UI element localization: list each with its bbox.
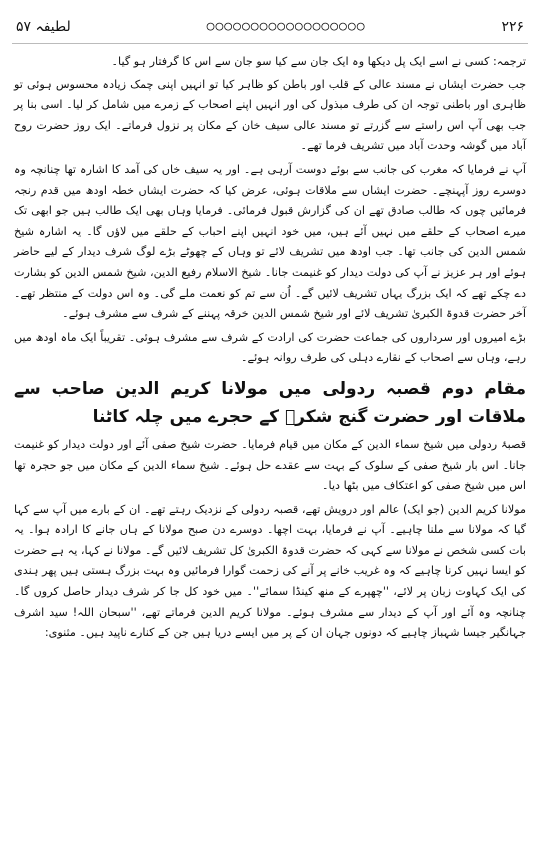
section-heading: مقام دوم قصبہ ردولی میں مولانا کریم الدین صاحب سے ملاقات اور حضرت گنج شکرؒ کے حجرے میں چلہ کاٹنا [14, 378, 526, 427]
paragraph: قصبۂ ردولی میں شیخ سماء الدین کے مکان میں قیام فرمایا۔ حضرت شیخ صفی آئے اور دولت دیدار کو غنیمت جانا۔ اس بار شیخ صفی کے سلوک کے بہت سے عقدے حل ہوئے۔ شیخ سماء الدین کے مکان میں جو حجرہ تھا اس میں شیخ صفی کو اعتکاف میں بٹھا دیا۔ [14, 437, 526, 493]
paragraph: مولانا کریم الدین (جو ایک) عالم اور درویش تھے، قصبہ ردولی کے نزدیک رہتے تھے۔ ان کے بارے میں آپ سے کہا گیا کہ مولانا سے ملنا چاہیے۔ آپ نے فرمایا، بہت اچھا۔ دوسرے دن صبح مولانا کے ہاں جانے کا ارادہ ہوا۔ یہ بات کسی شخص نے مولانا سے کہی کہ حضرت قدوۃ الکبریٰ کل تشریف لائیں گے۔ مولانا نے کہا، یہ ہے حضرت کو ایسا نہیں کرنا چاہیے کہ وہ غریب خانے پر آنے کی زحمت گوارا فرمائیں وہ بہت بزرگ ہستی ہیں پھر ہندی کی ایک کہاوت زبان پر لائے، ''چھپرے کے منھ کینڈا سمائے''۔ میں خود کل جا کر شرف دیدار حاصل کروں گا۔ چنانچہ وہ آئے اور آپ کے دیدار سے مشرف ہوئے۔ مولانا کریم الدین فرماتے تھے، ''سبحان اللہ! سید اشرف جہانگیر جیسا شہباز چاہیے کہ دونوں جہان ان کے پر میں ایسے دریا ہیں جن کے کنارے ناپید ہیں۔ مثنوی: [14, 502, 526, 640]
section-title: لطیفہ ۵۷ [16, 18, 71, 35]
page-header [12, 10, 528, 44]
paragraph: بڑے امیروں اور سرداروں کی جماعت حضرت کی ارادت کے شرف سے مشرف ہوئی۔ تقریباً ایک ماہ اودھ میں رہے، وہاں سے اصحاب کے نقارے دہلی کی طرف روانہ ہوئے۔ [14, 330, 526, 365]
header-ornament: ○○○○○○○○○○○○○○○○○○ [206, 19, 366, 34]
paragraph: جب حضرت ایشاں نے مسند عالی کے قلب اور باطن کو ظاہر کیا تو انہیں اپنی چمک زیادہ محسوس ہوئی تو ظاہری اور باطنی توجہ ان کی طرف مبذول کی اور انہیں اپنے اصحاب کے زمرے میں شامل کر لیا۔ اسی بنا پر جب بھی آپ اس راستے سے گزرتے تو مسند عالی سیف خان کے مکان پر نزول فرماتے۔ ایک روز حضرت روح آباد میں گوشہ وحدت آباد میں تشریف فرما تھے۔ [14, 77, 526, 153]
page-body [12, 44, 528, 644]
translation-line: ترجمہ: کسی نے اسے ایک پل دیکھا وہ ایک جان سے کیا سو جان سے اس کا گرفتار ہو گیا۔ [111, 55, 526, 68]
paragraph: آپ نے فرمایا کہ مغرب کی جانب سے بوئے دوست آرہی ہے۔ اور یہ سیف خاں کی آمد کا اشارہ تھا چنانچہ وہ دوسرے روز آپہنچے۔ حضرت ایشاں سے ملاقات ہوئی، عرض کیا کہ حضرت ایشاں خطہ اودھ میں قدم رنجہ فرمائیں چوں کہ طالب صادق تھے ان کی گزارش قبول فرمائی۔ فرمایا وہاں بھی ایک طالب ہیں جو ابھی تک میرے اصحاب کے حلقے میں نہیں آئے ہیں، میں خود انہیں اپنے احباب کے حلقے میں لاؤں گا۔ یہ اشارہ شیخ شمس الدین کی جانب تھا۔ جب اودھ میں تشریف لائے تو وہاں کے چھوٹے بڑے لوگ شرف دیدار کے لیے حاضر ہوئے اور ہر عزیز نے آپ کی دولت دیدار کو غنیمت جانا۔ شیخ الاسلام رفیع الدین، شیخ شمس الدین کو بشارت دے چکے تھے کہ ایک بزرگ یہاں تشریف لائیں گے۔ اُن سے تم کو نعمت ملے گی۔ وہ اس دولت کے منتظر تھے۔ آخر حضرت قدوۃ الکبریٰ تشریف لائے اور شیخ شمس الدین خرقہ پہننے کے شرف سے مشرف ہوئے۔ [14, 162, 526, 321]
document-page [12, 10, 528, 845]
page-number: ۲۲۶ [501, 18, 524, 35]
